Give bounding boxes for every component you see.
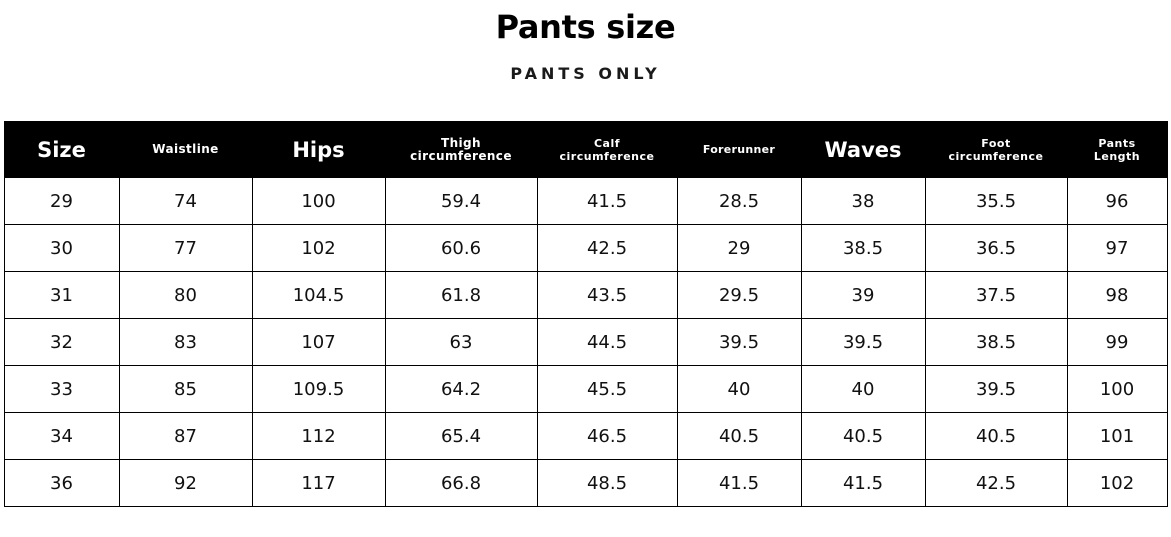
column-header-hips: [252, 122, 385, 178]
cell-value: 109.5: [252, 366, 385, 413]
column-header-calf-label-line2: circumference: [559, 149, 655, 163]
column-header-pants-length-line1: Pants: [1098, 136, 1136, 150]
cell-value: 107: [252, 319, 385, 366]
column-header-waistline: [119, 122, 252, 178]
column-header-waves: [801, 122, 925, 178]
column-header-foot-label-line2: circumference: [948, 149, 1044, 163]
cell-value: 96: [1067, 178, 1167, 225]
cell-value: 64.2: [385, 366, 537, 413]
column-header-forerunner-label: Forerunner: [702, 142, 776, 156]
cell-value: 101: [1067, 413, 1167, 460]
column-header-foot-circumference: [925, 122, 1067, 178]
cell-value: 98: [1067, 272, 1167, 319]
cell-value: 104.5: [252, 272, 385, 319]
size-table: [4, 121, 1168, 507]
table-body: [4, 178, 1167, 507]
column-header-forerunner: [677, 122, 801, 178]
column-header-size: [4, 122, 119, 178]
cell-value: 41.5: [537, 178, 677, 225]
column-header-thigh-circumference: [385, 122, 537, 178]
cell-value: 61.8: [385, 272, 537, 319]
page-subtitle: PANTS ONLY: [510, 64, 661, 83]
cell-value: 112: [252, 413, 385, 460]
cell-value: 77: [119, 225, 252, 272]
cell-value: 85: [119, 366, 252, 413]
column-header-waistline-label: Waistline: [152, 142, 219, 156]
cell-value: 102: [1067, 460, 1167, 507]
cell-value: 35.5: [925, 178, 1067, 225]
cell-value: 38.5: [925, 319, 1067, 366]
table-row: [4, 272, 1167, 319]
cell-value: 45.5: [537, 366, 677, 413]
column-header-calf-label-line1: Calf: [593, 136, 621, 150]
cell-size: 36: [4, 460, 119, 507]
cell-value: 99: [1067, 319, 1167, 366]
cell-value: 43.5: [537, 272, 677, 319]
cell-value: 60.6: [385, 225, 537, 272]
cell-value: 100: [252, 178, 385, 225]
cell-value: 48.5: [537, 460, 677, 507]
column-header-thigh-label: Thigh circumference: [410, 135, 512, 163]
cell-value: 39.5: [925, 366, 1067, 413]
cell-value: 39: [801, 272, 925, 319]
cell-value: 40: [801, 366, 925, 413]
column-header-calf-circumference: [537, 122, 677, 178]
column-header-size-label: Size: [37, 137, 86, 162]
cell-value: 59.4: [385, 178, 537, 225]
table-row: [4, 366, 1167, 413]
column-header-hips-label: Hips: [292, 137, 345, 162]
table-row: [4, 319, 1167, 366]
cell-value: 74: [119, 178, 252, 225]
cell-value: 42.5: [537, 225, 677, 272]
cell-value: 63: [385, 319, 537, 366]
cell-value: 41.5: [801, 460, 925, 507]
cell-value: 39.5: [801, 319, 925, 366]
table-row: [4, 460, 1167, 507]
column-header-foot-label-line1: Foot: [981, 136, 1011, 150]
pants-size-chart-page: [0, 8, 1171, 537]
cell-value: 41.5: [677, 460, 801, 507]
cell-value: 39.5: [677, 319, 801, 366]
cell-value: 29: [677, 225, 801, 272]
cell-value: 37.5: [925, 272, 1067, 319]
cell-value: 40.5: [801, 413, 925, 460]
cell-value: 97: [1067, 225, 1167, 272]
page-title: Pants size: [495, 8, 676, 46]
cell-value: 44.5: [537, 319, 677, 366]
cell-value: 28.5: [677, 178, 801, 225]
cell-value: 29.5: [677, 272, 801, 319]
cell-value: 66.8: [385, 460, 537, 507]
cell-value: 40: [677, 366, 801, 413]
cell-value: 65.4: [385, 413, 537, 460]
cell-value: 40.5: [677, 413, 801, 460]
cell-value: 80: [119, 272, 252, 319]
cell-size: 34: [4, 413, 119, 460]
cell-value: 40.5: [925, 413, 1067, 460]
column-header-pants-length: [1067, 122, 1167, 178]
cell-value: 102: [252, 225, 385, 272]
table-header-row: [4, 122, 1167, 178]
cell-size: 32: [4, 319, 119, 366]
cell-value: 38.5: [801, 225, 925, 272]
cell-value: 92: [119, 460, 252, 507]
cell-value: 36.5: [925, 225, 1067, 272]
cell-size: 33: [4, 366, 119, 413]
table-row: [4, 413, 1167, 460]
cell-value: 46.5: [537, 413, 677, 460]
cell-value: 42.5: [925, 460, 1067, 507]
cell-value: 100: [1067, 366, 1167, 413]
cell-value: 87: [119, 413, 252, 460]
cell-size: 31: [4, 272, 119, 319]
cell-size: 29: [4, 178, 119, 225]
column-header-pants-length-line2: Length: [1093, 149, 1141, 163]
cell-value: 83: [119, 319, 252, 366]
table-row: [4, 178, 1167, 225]
cell-value: 38: [801, 178, 925, 225]
cell-value: 117: [252, 460, 385, 507]
table-row: [4, 225, 1167, 272]
cell-size: 30: [4, 225, 119, 272]
column-header-waves-label: Waves: [824, 137, 902, 162]
